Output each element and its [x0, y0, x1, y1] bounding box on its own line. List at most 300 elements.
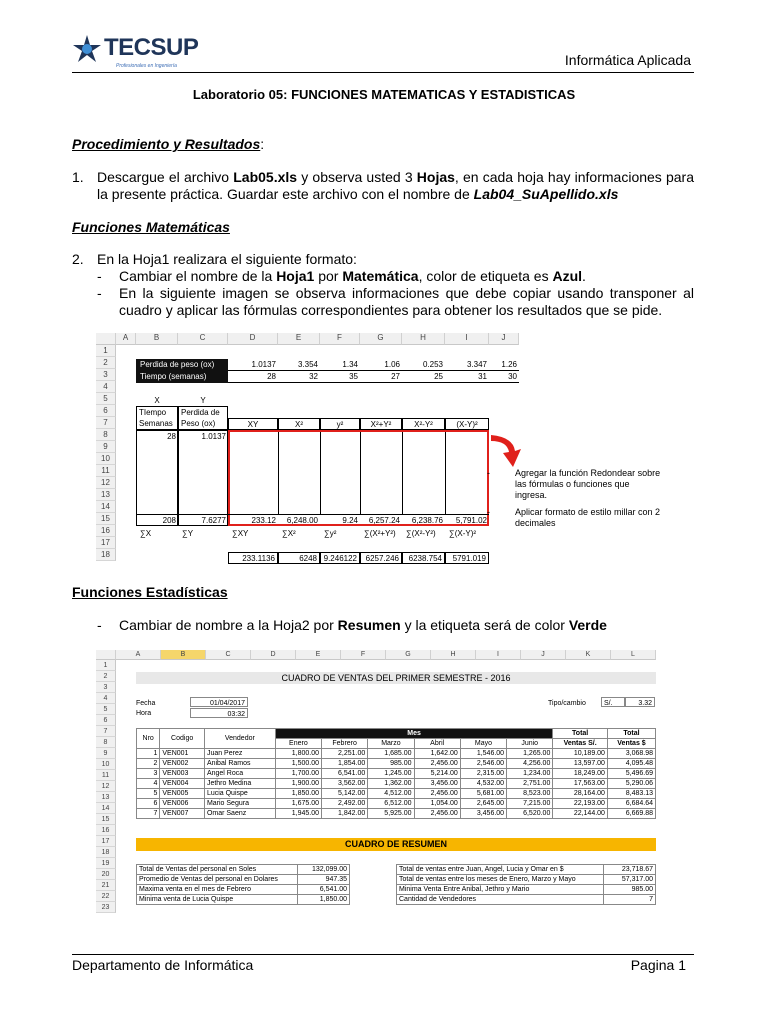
- value-cell: 25: [402, 371, 445, 383]
- row-number: 1: [96, 660, 116, 671]
- tipo-cambio-currency: S/.: [601, 697, 625, 707]
- row-number: 10: [96, 759, 116, 770]
- table-cell: 6,541.00: [322, 769, 368, 779]
- table-cell: 4: [137, 779, 160, 789]
- header-month: Enero: [275, 739, 321, 749]
- row-number: 16: [96, 525, 116, 537]
- item-1-number: 1.: [72, 169, 84, 185]
- table-cell: 22,193.00: [553, 799, 608, 809]
- bullet-transponer: - En la siguiente imagen se observa informaciones que debe copiar usando transponer al cuadro y aplicar las fórmulas correspondientes para obtener los resultados que se pide.: [97, 285, 694, 318]
- total-cell: 5,791.02: [445, 514, 489, 526]
- row-number: 14: [96, 803, 116, 814]
- resumen-row: [137, 875, 350, 885]
- resumen-row: [397, 885, 656, 895]
- header-month: Marzo: [368, 739, 414, 749]
- data-box-x: [136, 430, 178, 526]
- header-x2-plus-y2: X²+Y²: [360, 418, 402, 430]
- resumen-title: CUADRO DE RESUMEN: [136, 838, 656, 851]
- note-dash: -: [487, 468, 490, 478]
- table-cell: Omar Saenz: [204, 809, 275, 819]
- table-cell: 1,854.00: [322, 759, 368, 769]
- table-row: [137, 779, 656, 789]
- table-cell: 6,512.00: [368, 799, 414, 809]
- header-total: Total: [607, 729, 655, 739]
- table-cell: 8,523.00: [507, 789, 553, 799]
- resumen-value: 132,099.00: [298, 865, 350, 875]
- section-heading-matematicas: Funciones Matemáticas: [72, 219, 230, 235]
- value-cell: 3.354: [278, 359, 320, 371]
- sum-symbol: ∑Y: [182, 529, 194, 538]
- col-header: D: [228, 333, 278, 345]
- resumen-label: Minima Venta Entre Anibal, Jethro y Mario: [397, 885, 604, 895]
- resumen-value: 985.00: [604, 885, 656, 895]
- col-header: C: [206, 650, 251, 660]
- table-cell: 6: [137, 799, 160, 809]
- item-2: [72, 251, 694, 268]
- sum-symbol: ∑X²: [282, 529, 296, 538]
- row-number: 6: [96, 405, 116, 417]
- col-header: I: [476, 650, 521, 660]
- row-number: 3: [96, 682, 116, 693]
- table-cell: 7: [137, 809, 160, 819]
- row-number: 20: [96, 869, 116, 880]
- header-month: Febrero: [322, 739, 368, 749]
- bullet-hoja1: - Cambiar el nombre de la Hoja1 por Matemática, color de etiqueta es Azul.: [97, 268, 586, 284]
- note-redondear: [487, 468, 662, 501]
- value-cell: 0.253: [402, 359, 445, 371]
- resumen-label: Maxima venta en el mes de Febrero: [137, 885, 298, 895]
- row-number: 9: [96, 748, 116, 759]
- col-header: C: [178, 333, 228, 345]
- row-number: 10: [96, 453, 116, 465]
- sales-table: [136, 728, 656, 819]
- bold-run: Verde: [568, 617, 607, 633]
- table-cell: 2,546.00: [460, 759, 506, 769]
- header-nro: Nro: [137, 729, 160, 749]
- resumen-label: Minima venta de Lucia Quispe: [137, 895, 298, 905]
- row-number: 8: [96, 737, 116, 748]
- col-header: H: [431, 650, 476, 660]
- table-cell: 3,456.00: [414, 779, 460, 789]
- table-cell: 1,685.00: [368, 749, 414, 759]
- bullet-resumen: - Cambiar de nombre a la Hoja2 por Resumen y la etiqueta será de color Verde: [97, 617, 607, 633]
- col-header: G: [360, 333, 402, 345]
- table-cell: 3,456.00: [460, 809, 506, 819]
- row-number: 4: [96, 693, 116, 704]
- table-cell: 28,164.00: [553, 789, 608, 799]
- table-cell: 1,900.00: [275, 779, 321, 789]
- table-cell: 1,234.00: [507, 769, 553, 779]
- resumen-value: 7: [604, 895, 656, 905]
- table-cell: 3: [137, 769, 160, 779]
- table-cell: 13,597.00: [553, 759, 608, 769]
- col-header: L: [611, 650, 656, 660]
- sales-title: CUADRO DE VENTAS DEL PRIMER SEMESTRE - 2016: [136, 672, 656, 684]
- col-header: F: [320, 333, 360, 345]
- row-number: 9: [96, 441, 116, 453]
- corner-cell: [96, 333, 116, 345]
- bold-run: Matemática: [342, 268, 419, 284]
- table-cell: 3,068.98: [607, 749, 655, 759]
- col-header: B: [161, 650, 206, 660]
- table-cell: VEN001: [160, 749, 205, 759]
- text-run: Cambiar el nombre de la: [119, 268, 277, 284]
- row-number: 11: [96, 465, 116, 477]
- row-number: 19: [96, 858, 116, 869]
- col-header: E: [296, 650, 341, 660]
- hojas-bold: Hojas: [416, 169, 455, 185]
- bold-run: Resumen: [337, 617, 401, 633]
- table-cell: 18,249.00: [553, 769, 608, 779]
- row-number: 11: [96, 770, 116, 781]
- table-row: [137, 749, 656, 759]
- col-header: K: [566, 650, 611, 660]
- total-cell: 6,248.00: [278, 514, 320, 526]
- table-row: [137, 789, 656, 799]
- table-header-row: [137, 729, 656, 739]
- table-cell: 17,563.00: [553, 779, 608, 789]
- result-cell: 6257.246: [360, 552, 402, 564]
- table-row: [137, 759, 656, 769]
- header-month: Abril: [414, 739, 460, 749]
- resumen-label: Cantidad de Vendedores: [397, 895, 604, 905]
- header-title: Informática Aplicada: [564, 52, 691, 68]
- resumen-label: Total de Ventas del personal en Soles: [137, 865, 298, 875]
- tipo-cambio-value: 3.32: [625, 697, 655, 707]
- table-cell: 5: [137, 789, 160, 799]
- value-cell: 1.34: [320, 359, 360, 371]
- table-cell: 1,800.00: [275, 749, 321, 759]
- row-number: 4: [96, 381, 116, 393]
- header-x2-minus-y2: X²-Y²: [402, 418, 445, 430]
- table-cell: 2,645.00: [460, 799, 506, 809]
- item-1-text: [97, 169, 694, 203]
- header-codigo: Codigo: [160, 729, 205, 749]
- x-label: X: [154, 396, 160, 405]
- section-heading-procedimiento: [72, 136, 264, 152]
- table-cell: 985.00: [368, 759, 414, 769]
- resumen-row: [397, 865, 656, 875]
- label-tiempo: Tiempo (semanas): [136, 371, 228, 383]
- result-cell: 6238.754: [402, 552, 445, 564]
- row-number: 12: [96, 781, 116, 792]
- header-y2: y²: [320, 418, 360, 430]
- resumen-row: [137, 885, 350, 895]
- bold-run: Azul: [552, 268, 583, 284]
- footer-divider: [72, 954, 694, 955]
- col-header: F: [341, 650, 386, 660]
- note-text: Aplicar formato de estilo millar con 2 decimales: [515, 507, 661, 528]
- hora-label: Hora: [136, 710, 152, 717]
- resumen-value: 6,541.00: [298, 885, 350, 895]
- table-cell: Juan Perez: [204, 749, 275, 759]
- row-number: 5: [96, 704, 116, 715]
- table-cell: Anibal Ramos: [204, 759, 275, 769]
- resumen-value: 947.35: [298, 875, 350, 885]
- text-run: por: [314, 268, 343, 284]
- total-cell: 208: [136, 514, 178, 526]
- resumen-label: Promedio de Ventas del personal en Dolares: [137, 875, 298, 885]
- doc-title: Laboratorio 05: FUNCIONES MATEMATICAS Y ESTADISTICAS: [192, 87, 576, 102]
- header-divider: [72, 72, 694, 73]
- table-cell: 2,315.00: [460, 769, 506, 779]
- row-number: 22: [96, 891, 116, 902]
- cell-b8: 28: [167, 432, 176, 441]
- header-tiempo-semanas: TIempo Semanas: [136, 406, 178, 430]
- value-cell: 32: [278, 371, 320, 383]
- note-text: Agregar la función Redondear sobre las fórmulas o funciones que ingresa.: [515, 468, 661, 500]
- row-number: 17: [96, 537, 116, 549]
- table-row: [137, 769, 656, 779]
- note-dash: -: [487, 507, 490, 517]
- row-number: 5: [96, 393, 116, 405]
- row-number: 2: [96, 357, 116, 369]
- table-cell: 4,256.00: [507, 759, 553, 769]
- row-number: 12: [96, 477, 116, 489]
- header-total: Total: [553, 729, 608, 739]
- table-cell: Mario Segura: [204, 799, 275, 809]
- spreadsheet-resumen: [96, 650, 658, 912]
- footer-page-number: Pagina 1: [630, 957, 686, 973]
- table-cell: VEN005: [160, 789, 205, 799]
- table-cell: 10,189.00: [553, 749, 608, 759]
- logo-text: TECSUP: [104, 34, 199, 61]
- text-run: Descargue el archivo: [97, 169, 234, 185]
- table-cell: VEN006: [160, 799, 205, 809]
- table-row: [137, 799, 656, 809]
- item-1: [72, 169, 694, 203]
- table-cell: 1,675.00: [275, 799, 321, 809]
- row-number: 15: [96, 814, 116, 825]
- label-perdida: Perdida de peso (ox): [136, 359, 228, 371]
- row-number: 15: [96, 513, 116, 525]
- col-header: I: [445, 333, 489, 345]
- total-cell: 7.6277: [178, 514, 228, 526]
- col-header: J: [489, 333, 519, 345]
- header-x-minus-y-sq: (X-Y)²: [445, 418, 489, 430]
- value-cell: 30: [489, 371, 519, 383]
- resumen-label: Total de ventas entre Juan, Angel, Lucia y Omar en $: [397, 865, 604, 875]
- item-2-text: En la Hoja1 realizara el siguiente formato:: [97, 251, 357, 267]
- header-perdida-peso: Perdida de Peso (ox): [178, 406, 228, 430]
- resumen-left-table: [136, 864, 350, 905]
- logo-tagline: Profesionales en Ingeniería: [116, 63, 177, 69]
- row-number: 16: [96, 825, 116, 836]
- tecsup-star-icon: [72, 34, 102, 64]
- table-cell: 8,483.13: [607, 789, 655, 799]
- table-cell: 22,144.00: [553, 809, 608, 819]
- row-number: 3: [96, 369, 116, 381]
- resumen-value: 1,850.00: [298, 895, 350, 905]
- table-row: [137, 809, 656, 819]
- sum-symbol: ∑(X-Y)²: [449, 529, 477, 538]
- tecsup-logo: [72, 32, 202, 76]
- resumen-row: [397, 875, 656, 885]
- table-cell: 4,532.00: [460, 779, 506, 789]
- col-header: B: [136, 333, 178, 345]
- table-cell: 1,945.00: [275, 809, 321, 819]
- table-cell: 5,290.06: [607, 779, 655, 789]
- col-header: J: [521, 650, 566, 660]
- red-arrow-icon: [491, 433, 527, 473]
- row-number: 6: [96, 715, 116, 726]
- spreadsheet-matematica: [96, 333, 526, 567]
- section-heading-estadisticas: Funciones Estadísticas: [72, 584, 228, 600]
- table-cell: 4,512.00: [368, 789, 414, 799]
- total-cell: 233.12: [228, 514, 278, 526]
- table-cell: Jethro Medina: [204, 779, 275, 789]
- table-cell: 3,562.00: [322, 779, 368, 789]
- table-cell: 1,842.00: [322, 809, 368, 819]
- table-cell: 5,925.00: [368, 809, 414, 819]
- item-2-number: 2.: [72, 251, 84, 267]
- row-number: 7: [96, 417, 116, 429]
- table-cell: 5,214.00: [414, 769, 460, 779]
- cell-c8: 1.0137: [201, 432, 226, 441]
- resumen-row: [137, 895, 350, 905]
- tipo-cambio-label: Tipo/cambio: [548, 700, 586, 707]
- table-cell: Lucia Quispe: [204, 789, 275, 799]
- resumen-value: 57,317.00: [604, 875, 656, 885]
- table-cell: VEN004: [160, 779, 205, 789]
- col-header: A: [116, 650, 161, 660]
- table-cell: 1,054.00: [414, 799, 460, 809]
- table-cell: 5,142.00: [322, 789, 368, 799]
- row-number: 7: [96, 726, 116, 737]
- table-cell: 1,642.00: [414, 749, 460, 759]
- total-cell: 6,238.76: [402, 514, 445, 526]
- footer-department: Departamento de Informática: [72, 957, 254, 973]
- fecha-label: Fecha: [136, 700, 156, 707]
- col-header: D: [251, 650, 296, 660]
- value-cell: 35: [320, 371, 360, 383]
- row-number: 13: [96, 792, 116, 803]
- table-cell: Angel Roca: [204, 769, 275, 779]
- sum-symbol: ∑(X²-Y²): [406, 529, 436, 538]
- sum-symbol: ∑XY: [232, 529, 249, 538]
- fecha-value: 01/04/2017: [190, 697, 248, 707]
- table-cell: 1,362.00: [368, 779, 414, 789]
- table-cell: 6,669.88: [607, 809, 655, 819]
- total-cell: 6,257.24: [360, 514, 402, 526]
- corner-cell: [96, 650, 116, 660]
- row-number: 18: [96, 549, 116, 561]
- result-cell: 6248: [278, 552, 320, 564]
- value-cell: 3.347: [445, 359, 489, 371]
- table-cell: VEN002: [160, 759, 205, 769]
- table-cell: 2,251.00: [322, 749, 368, 759]
- row-number: 17: [96, 836, 116, 847]
- value-cell: 1.0137: [228, 359, 278, 371]
- header-ventas-soles: Ventas S/.: [553, 739, 608, 749]
- hora-value: 03:32: [190, 708, 248, 718]
- value-cell: 1.26: [489, 359, 519, 371]
- text-run: y observa usted 3: [297, 169, 417, 185]
- text-run: Cambiar de nombre a la Hoja2 por: [119, 617, 338, 633]
- results-highlight-box: [228, 430, 489, 526]
- col-header: E: [278, 333, 320, 345]
- sum-symbol: ∑X: [140, 529, 152, 538]
- result-cell: 9.246122: [320, 552, 360, 564]
- resumen-right-table: [396, 864, 656, 905]
- row-number: 2: [96, 671, 116, 682]
- value-cell: 27: [360, 371, 402, 383]
- col-header: H: [402, 333, 445, 345]
- value-cell: 1.06: [360, 359, 402, 371]
- col-header: G: [386, 650, 431, 660]
- header-xy: XY: [228, 418, 278, 430]
- result-cell: 233.1136: [228, 552, 278, 564]
- save-filename-bold: Lab04_SuApellido.xls: [473, 186, 619, 202]
- bullet-text: En la siguiente imagen se observa informaciones que debe copiar usando transponer al cuadro y aplicar las fórmulas correspondientes para obtener los resultados que se pide.: [119, 285, 694, 318]
- bold-run: Hoja1: [276, 268, 315, 284]
- sum-symbol: ∑(X²+Y²): [364, 529, 396, 538]
- row-number: 8: [96, 429, 116, 441]
- row-number: 21: [96, 880, 116, 891]
- table-cell: 1,850.00: [275, 789, 321, 799]
- total-cell: 9.24: [320, 514, 360, 526]
- table-cell: 4,095.48: [607, 759, 655, 769]
- resumen-row: [397, 895, 656, 905]
- header-mes: Mes: [275, 729, 553, 739]
- resumen-label: Total de ventas entre los meses de Enero, Marzo y Mayo: [397, 875, 604, 885]
- text-run: , en cada hoja hay informaciones para la presente práctica. Guardar este archivo con el nombre de: [97, 169, 694, 202]
- header-ventas-dolares: Ventas $: [607, 739, 655, 749]
- row-number: 18: [96, 847, 116, 858]
- table-cell: 7,215.00: [507, 799, 553, 809]
- table-cell: 1,245.00: [368, 769, 414, 779]
- table-cell: 2,456.00: [414, 789, 460, 799]
- text-run: , color de etiqueta es: [418, 268, 553, 284]
- table-cell: 2,751.00: [507, 779, 553, 789]
- table-cell: 2,456.00: [414, 809, 460, 819]
- row-number: 1: [96, 345, 116, 357]
- table-cell: 1: [137, 749, 160, 759]
- result-cell: 5791.019: [445, 552, 489, 564]
- table-cell: 6,684.64: [607, 799, 655, 809]
- heading-colon: :: [260, 136, 265, 152]
- table-cell: 1,265.00: [507, 749, 553, 759]
- text-run: y la etiqueta será de color: [400, 617, 569, 633]
- col-header: A: [116, 333, 136, 345]
- resumen-value: 23,718.67: [604, 865, 656, 875]
- sum-symbol: ∑y²: [324, 529, 337, 538]
- y-label: Y: [200, 396, 206, 405]
- row-number: 23: [96, 902, 116, 913]
- table-cell: 2: [137, 759, 160, 769]
- table-cell: 1,546.00: [460, 749, 506, 759]
- table-cell: 1,500.00: [275, 759, 321, 769]
- table-cell: 5,681.00: [460, 789, 506, 799]
- table-cell: 6,520.00: [507, 809, 553, 819]
- heading-text: Procedimiento y Resultados: [72, 136, 261, 152]
- table-cell: 1,700.00: [275, 769, 321, 779]
- row-number: 13: [96, 489, 116, 501]
- table-cell: 2,456.00: [414, 759, 460, 769]
- header-x2: X²: [278, 418, 320, 430]
- row-number: 14: [96, 501, 116, 513]
- table-cell: VEN003: [160, 769, 205, 779]
- header-month: Junio: [507, 739, 553, 749]
- value-cell: 28: [228, 371, 278, 383]
- text-run: .: [582, 268, 586, 284]
- header-vendedor: Vendedor: [204, 729, 275, 749]
- table-cell: VEN007: [160, 809, 205, 819]
- table-cell: 2,492.00: [322, 799, 368, 809]
- note-millar: [487, 507, 662, 529]
- resumen-row: [137, 865, 350, 875]
- header-month: Mayo: [460, 739, 506, 749]
